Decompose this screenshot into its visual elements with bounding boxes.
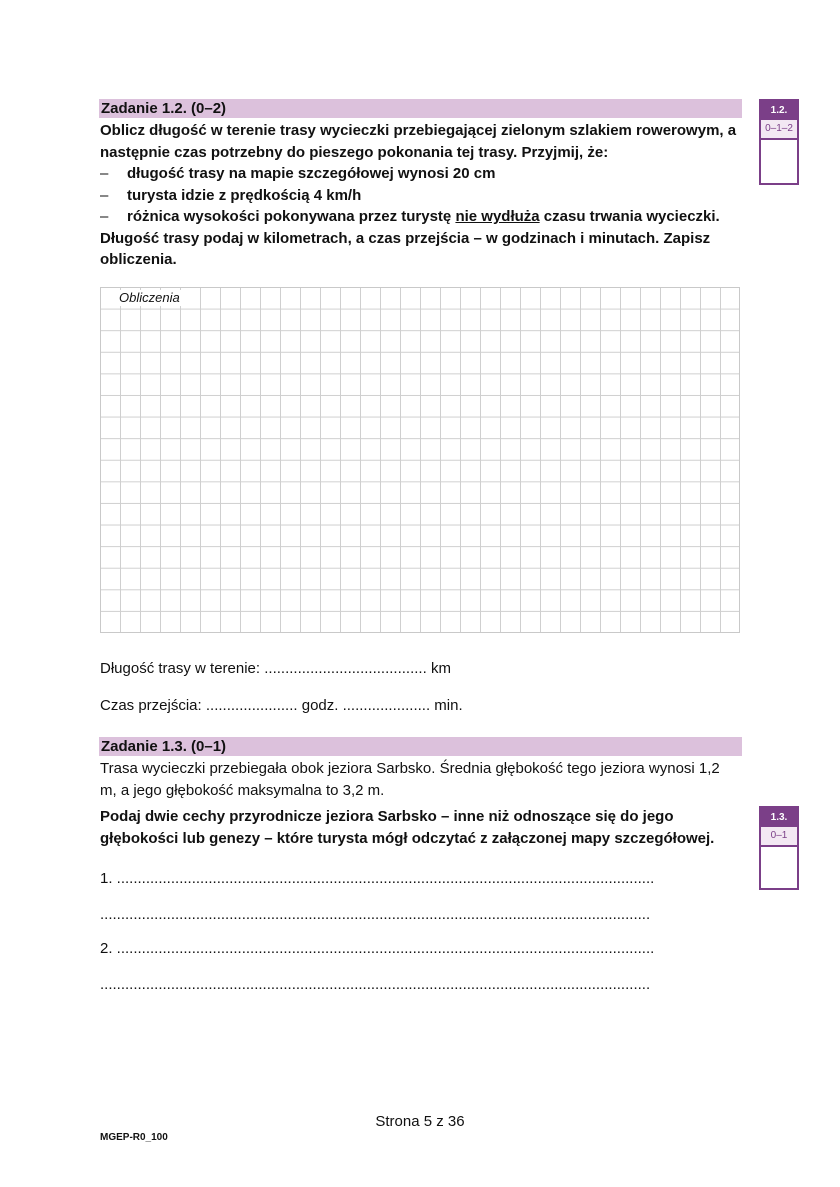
answer-dots: ..................... [342,697,431,714]
bullet-text: długość trasy na mapie szczegółowej wynosi 20 cm [127,165,496,182]
task-1-3-header: Zadanie 1.3. (0–1) [99,737,742,756]
answer-line-1[interactable]: 1. ................................................................................................................................. [100,870,655,887]
answer-dots: ...................... [205,697,298,714]
answer-line-1b[interactable]: .................................................................................................................................... [100,906,651,923]
task-1-2-intro: Oblicz długość w terenie trasy wycieczki przebiegającej zielonym szlakiem rowerowym, a następnie czas potrzebny do pieszego pokonania tej trasy. Przyjmij, że: [100,122,737,161]
list-item: – różnica wysokości pokonywana przez turystę nie wydłuża czasu trwania wycieczki. [100,208,720,225]
bullet-text: czasu trwania wycieczki. [539,208,720,225]
exam-code: MGEP-R0_100 [100,1132,168,1143]
unit-label: min. [430,697,463,714]
score-range: 0–1–2 [761,120,797,140]
score-number: 1.2. [761,101,797,120]
score-range: 0–1 [761,827,797,847]
calculation-grid[interactable] [100,287,740,633]
emphasis-text: nie wydłuża [455,208,540,225]
list-item: – długość trasy na mapie szczegółowej wynosi 20 cm [100,163,750,185]
list-item: – turysta idzie z prędkością 4 km/h [100,185,750,207]
answer-line-2b[interactable]: .................................................................................................................................... [100,976,651,993]
answer-line-2[interactable]: 2. ................................................................................................................................. [100,940,655,957]
grid-label: Obliczenia [119,290,180,305]
score-box-1-3 [759,806,799,890]
length-answer-line[interactable] [100,660,451,678]
time-answer-line[interactable] [100,697,463,715]
bullet-text: różnica wysokości pokonywana przez turystę [127,208,456,225]
task-1-2-body [100,120,750,271]
time-label: Czas przejścia: [100,697,206,714]
bullet-text: turysta idzie z prędkością 4 km/h [127,186,362,204]
task-1-3-intro: Trasa wycieczki przebiegała obok jeziora Sarbsko. Średnia głębokość tego jeziora wynosi 1,2 m, a jego głębokość maksymalna to 3,2 m. [100,760,720,799]
unit-label: godz. [297,697,343,714]
score-box-1-2 [759,99,799,185]
length-label: Długość trasy w terenie: [100,660,265,677]
unit-label: km [426,660,451,677]
task-1-2-instruction: Długość trasy podaj w kilometrach, a czas przejścia – w godzinach i minutach. Zapisz obliczenia. [100,229,711,268]
task-1-3-instruction: Podaj dwie cechy przyrodnicze jeziora Sarbsko – inne niż odnoszące się do jego głębokości lub genezy – które turysta mógł odczytać z załączonej mapy szczegółowej. [100,808,715,847]
score-number: 1.3. [761,808,797,827]
page-number: Strona 5 z 36 [375,1113,465,1130]
answer-dots: ....................................... [264,660,427,677]
task-1-2-header: Zadanie 1.2. (0–2) [99,99,742,118]
